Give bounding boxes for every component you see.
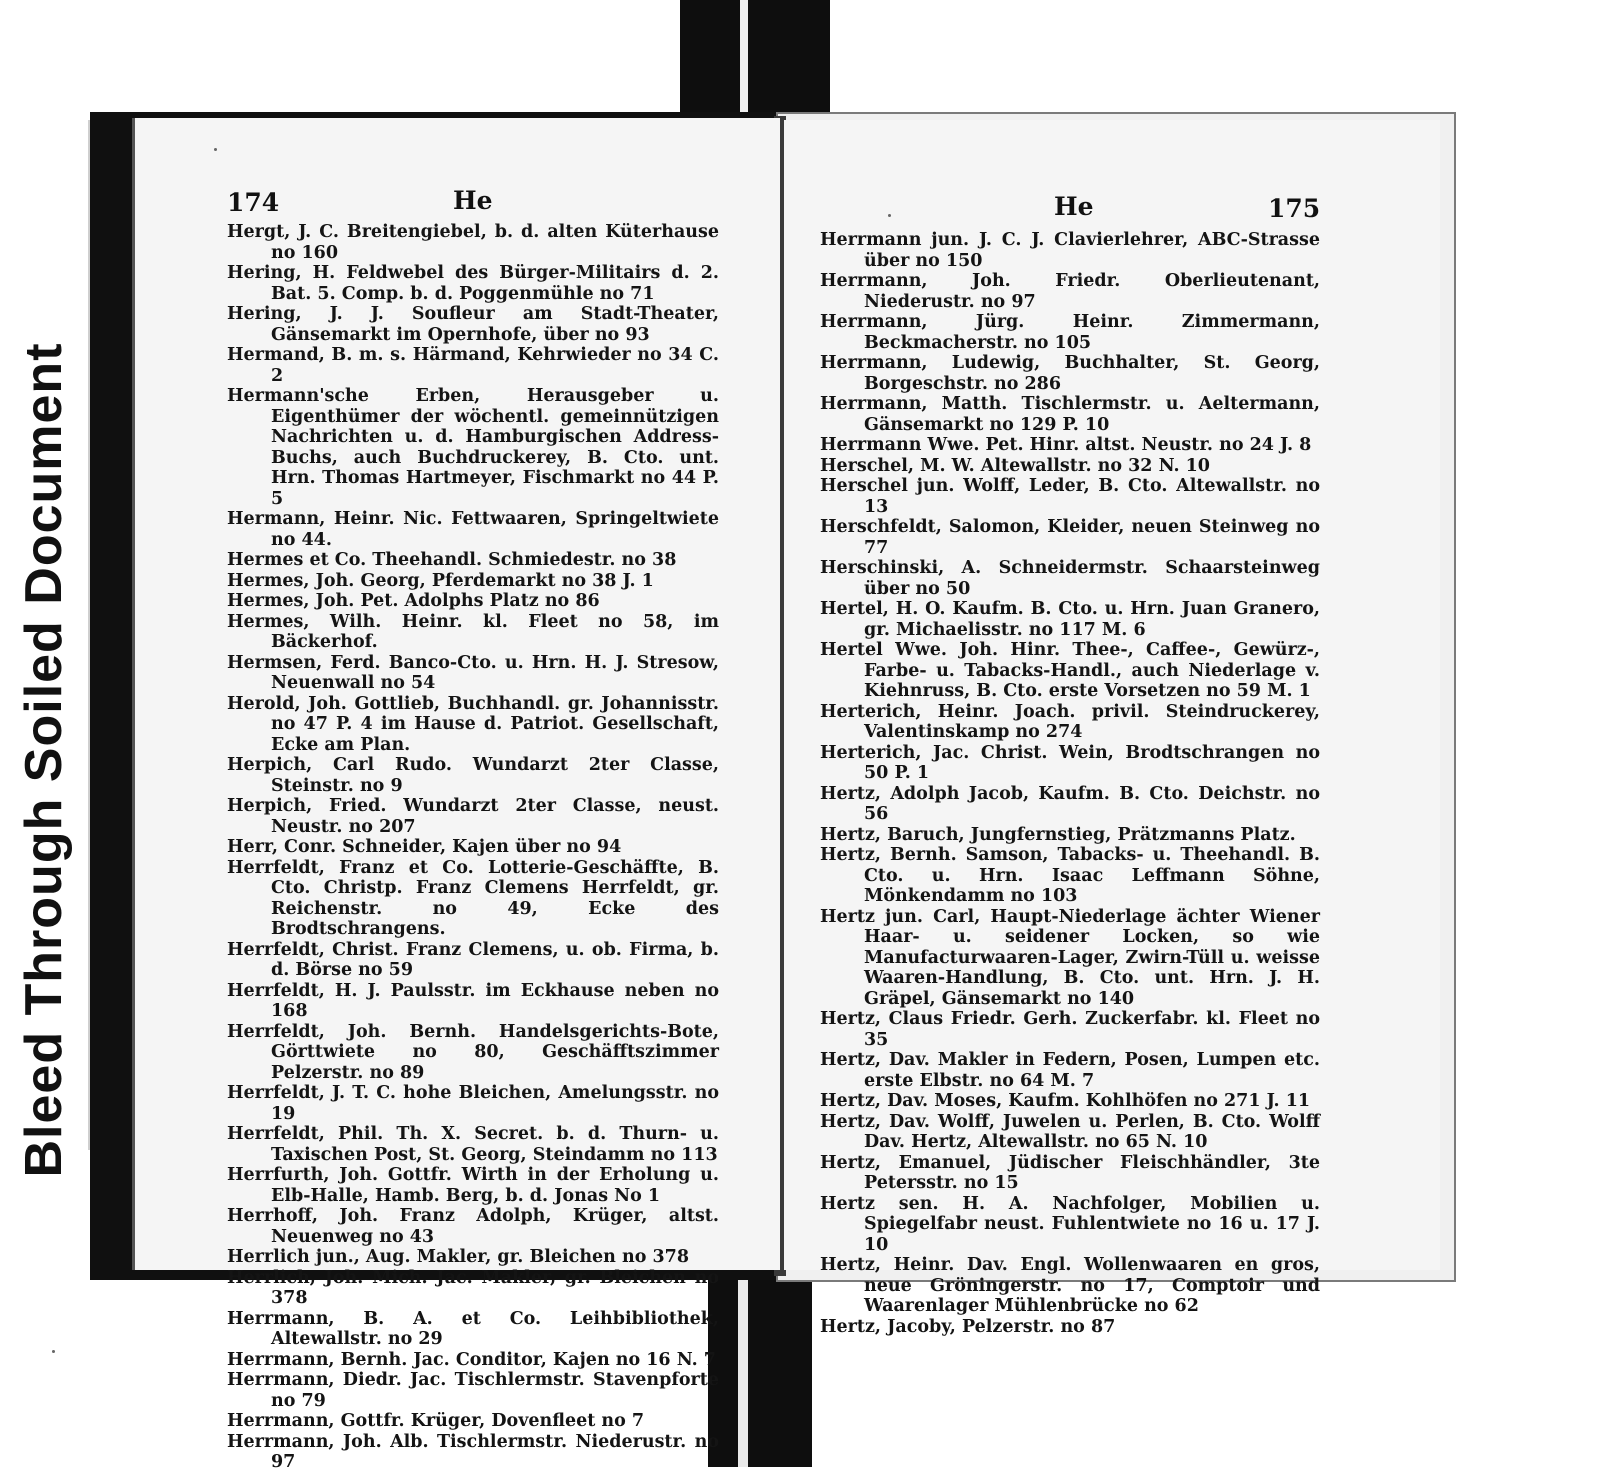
directory-entry: Herrfeldt, H. J. Paulsstr. im Eckhause neben no 168	[227, 980, 719, 1021]
directory-entry: Herpich, Carl Rudo. Wundarzt 2ter Classe, Steinstr. no 9	[227, 755, 719, 796]
directory-entry: Herrmann, B. A. et Co. Leihbibliothek, Altewallstr. no 29	[227, 1308, 719, 1349]
directory-entry: Hering, J. J. Soufleur am Stadt-Theater, Gänsemarkt im Opernhofe, über no 93	[227, 304, 719, 345]
directory-entry: Herrfeldt, Joh. Bernh. Handelsgerichts-Bote, Görttwiete no 80, Geschäfftszimmer Pelzerstr. no 89	[227, 1021, 719, 1083]
directory-entry: Hertz, Jacoby, Pelzerstr. no 87	[820, 1316, 1116, 1337]
page-number-right: 175	[1268, 194, 1321, 223]
directory-entry: Herrmann Wwe. Pet. Hinr. altst. Neustr. no 24 J. 8	[820, 435, 1312, 455]
directory-entry: Herrmann, Jürg. Heinr. Zimmermann, Beckmacherstr. no 105	[820, 312, 1320, 353]
directory-entry: Hertz jun. Carl, Haupt-Niederlage ächter Wiener Haar- u. seidener Locken, so wie Manufacturwaaren-Lager, Zwirn-Tüll u. weisse Waaren-Handlung, B. Cto. unt. Hrn. J. H. Gräpel, Gänsemarkt no 140	[820, 906, 1320, 1009]
directory-entry: Hertz, Baruch, Jungfernstieg, Prätzmanns Platz.	[820, 824, 1296, 845]
directory-entry: Herr, Conr. Schneider, Kajen über no 94	[227, 837, 622, 857]
directory-entry: Hermes, Joh. Pet. Adolphs Platz no 86	[227, 591, 600, 611]
directory-entry: Herrmann, Matth. Tischlermstr. u. Aeltermann, Gänsemarkt no 129 P. 10	[820, 394, 1320, 435]
directory-entry: Herterich, Jac. Christ. Wein, Brodtschrangen no 50 P. 1	[820, 742, 1320, 783]
directory-entry: Herschinski, A. Schneidermstr. Schaarsteinweg über no 50	[820, 558, 1320, 599]
directory-entry: Herrfeldt, Christ. Franz Clemens, u. ob. Firma, b. d. Börse no 59	[227, 939, 719, 980]
directory-entry: Herrlich, Joh. Mich. Jac. Makler, gr. Bleichen no 378	[227, 1267, 719, 1308]
directory-entry: Herrfeldt, J. T. C. hohe Bleichen, Amelungsstr. no 19	[227, 1083, 719, 1124]
directory-entry: Hertz, Claus Friedr. Gerh. Zuckerfabr. kl. Fleet no 35	[820, 1009, 1320, 1050]
speck	[214, 148, 217, 151]
directory-entry: Herrmann jun. J. C. J. Clavierlehrer, ABC-Strasse über no 150	[820, 230, 1320, 271]
directory-entry: Hermann, Heinr. Nic. Fettwaaren, Springeltwiete no 44.	[227, 509, 719, 550]
right-page	[784, 120, 1440, 1337]
directory-entry: Hering, H. Feldwebel des Bürger-Militairs d. 2. Bat. 5. Comp. b. d. Poggenmühle no 71	[227, 263, 719, 304]
directory-entry: Herrmann, Gottfr. Krüger, Dovenfleet no 7	[227, 1411, 645, 1431]
watermark-text: Bleed Through Soiled Document	[15, 342, 73, 1178]
directory-entry: Hermand, B. m. s. Härmand, Kehrwieder no 34 C. 2	[227, 345, 719, 386]
directory-entry: Herschel jun. Wolff, Leder, B. Cto. Altewallstr. no 13	[820, 476, 1320, 517]
binding-band-bottom	[708, 1272, 812, 1467]
directory-entry: Herschfeldt, Salomon, Kleider, neuen Steinweg no 77	[820, 517, 1320, 558]
directory-entry: Herrmann, Bernh. Jac. Conditor, Kajen no 16 N. 7	[227, 1349, 716, 1370]
running-header-left: He	[453, 186, 493, 215]
directory-entry: Hergt, J. C. Breitengiebel, b. d. alten Küterhause no 160	[227, 222, 719, 263]
directory-entry: Herpich, Fried. Wundarzt 2ter Classe, neust. Neustr. no 207	[227, 796, 719, 837]
directory-entry: Hermes et Co. Theehandl. Schmiedestr. no 38	[227, 550, 677, 570]
directory-entry: Hertel, H. O. Kaufm. B. Cto. u. Hrn. Juan Granero, gr. Michaelisstr. no 117 M. 6	[820, 599, 1320, 640]
directory-entry: Hermann'sche Erben, Herausgeber u. Eigenthümer der wöchentl. gemeinnützigen Nachrichten u. d. Hamburgischen Address-Buchs, auch Buchdruckerey, B. Cto. unt. Hrn. Thomas Hartmeyer, Fischmarkt no 44 P. 5	[227, 386, 719, 509]
directory-entry: Herrmann, Joh. Friedr. Oberlieutenant, Niederustr. no 97	[820, 271, 1320, 312]
directory-entry: Herrmann, Diedr. Jac. Tischlermstr. Stavenpforte no 79	[227, 1370, 719, 1411]
entry-list-right	[820, 230, 1320, 1337]
directory-entry: Hermes, Joh. Georg, Pferdemarkt no 38 J. 1	[227, 570, 654, 591]
directory-entry: Hertz, Dav. Moses, Kaufm. Kohlhöfen no 271 J. 11	[820, 1091, 1311, 1111]
running-header-right: He	[1054, 192, 1094, 221]
directory-entry: Hermes, Wilh. Heinr. kl. Fleet no 58, im Bäckerhof.	[227, 611, 719, 652]
directory-entry: Herrfurth, Joh. Gottfr. Wirth in der Erholung u. Elb-Halle, Hamb. Berg, b. d. Jonas No 1	[227, 1165, 719, 1206]
left-page	[132, 118, 780, 1472]
directory-entry: Herrfeldt, Franz et Co. Lotterie-Geschäffte, B. Cto. Christp. Franz Clemens Herrfeldt, gr. Reichenstr. no 49, Ecke des Brodtschrangens.	[227, 857, 719, 939]
binding-band-top	[680, 0, 830, 130]
directory-entry: Hertz, Bernh. Samson, Tabacks- u. Theehandl. B. Cto. u. Hrn. Isaac Leffmann Söhne, Mönkendamm no 103	[820, 845, 1320, 906]
directory-entry: Hermsen, Ferd. Banco-Cto. u. Hrn. H. J. Stresow, Neuenwall no 54	[227, 652, 719, 693]
speck	[52, 1350, 55, 1353]
directory-entry: Herrfeldt, Phil. Th. X. Secret. b. d. Thurn- u. Taxischen Post, St. Georg, Steindamm no 113	[227, 1124, 719, 1165]
page-number-left: 174	[227, 188, 280, 217]
directory-entry: Herold, Joh. Gottlieb, Buchhandl. gr. Johannisstr. no 47 P. 4 im Hause d. Patriot. Gesellschaft, Ecke am Plan.	[227, 693, 719, 755]
directory-entry: Hertz, Heinr. Dav. Engl. Wollenwaaren en gros, neue Gröningerstr. no 17, Comptoir und Waarenlager Mühlenbrücke no 62	[820, 1255, 1320, 1316]
directory-entry: Hertz, Dav. Wolff, Juwelen u. Perlen, B. Cto. Wolff Dav. Hertz, Altewallstr. no 65 N. 10	[820, 1111, 1320, 1152]
directory-entry: Herrlich jun., Aug. Makler, gr. Bleichen no 378	[227, 1247, 690, 1267]
directory-entry: Hertz, Emanuel, Jüdischer Fleischhändler, 3te Petersstr. no 15	[820, 1152, 1320, 1193]
directory-entry: Herrmann, Ludewig, Buchhalter, St. Georg, Borgeschstr. no 286	[820, 353, 1320, 394]
directory-entry: Herrmann, Joh. Alb. Tischlermstr. Niederustr. no 97	[227, 1431, 719, 1472]
directory-entry: Hertz sen. H. A. Nachfolger, Mobilien u. Spiegelfabr neust. Fuhlentwiete no 16 u. 17 J. 10	[820, 1193, 1320, 1255]
directory-entry: Herterich, Heinr. Joach. privil. Steindruckerey, Valentinskamp no 274	[820, 701, 1320, 742]
directory-entry: Herrhoff, Joh. Franz Adolph, Krüger, altst. Neuenweg no 43	[227, 1206, 719, 1247]
directory-entry: Hertz, Dav. Makler in Federn, Posen, Lumpen etc. erste Elbstr. no 64 M. 7	[820, 1050, 1320, 1091]
directory-entry: Hertel Wwe. Joh. Hinr. Thee-, Caffee-, Gewürz-, Farbe- u. Tabacks-Handl., auch Niederlage v. Kiehnruss, B. Cto. erste Vorsetzen no 59 M. 1	[820, 640, 1320, 701]
directory-entry: Herschel, M. W. Altewallstr. no 32 N. 10	[820, 455, 1210, 476]
speck	[888, 214, 891, 217]
entry-list-left	[227, 222, 719, 1473]
directory-entry: Hertz, Adolph Jacob, Kaufm. B. Cto. Deichstr. no 56	[820, 783, 1320, 824]
watermark-strip	[0, 120, 90, 1178]
